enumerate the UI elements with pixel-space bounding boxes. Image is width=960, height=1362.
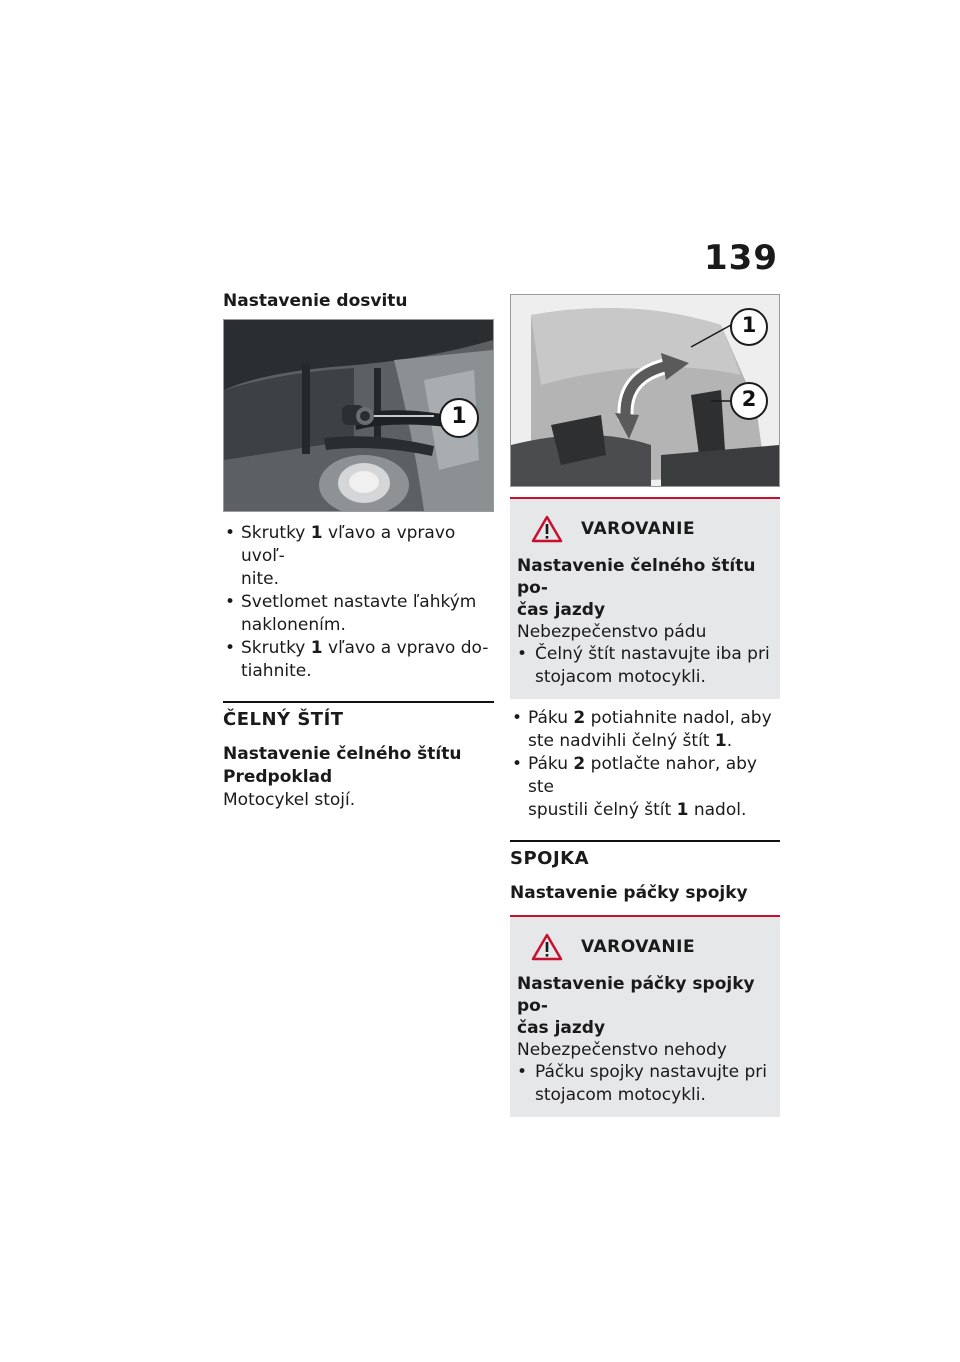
bullet-icon: • [225, 523, 236, 543]
bullet-icon: • [512, 754, 523, 774]
callout-1: 1 [741, 313, 757, 337]
list-item: • Skrutky 1 vľavo a vpravo do- tiahnite. [225, 638, 489, 681]
bullet-icon: • [225, 638, 236, 658]
warning-text: Nebezpečenstvo pádu [517, 622, 707, 642]
left-column [223, 290, 494, 812]
warning-bullets [517, 643, 770, 689]
warning-bullets [517, 1061, 770, 1107]
warning-triangle-icon [531, 933, 563, 961]
warning-box-clutch [510, 915, 780, 1117]
warning-triangle-icon [531, 515, 563, 543]
callout-2: 2 [741, 387, 757, 411]
clutch-lever-heading: Nastavenie páčky spojky [510, 883, 748, 903]
warning-title: Nastavenie čelného štítu po- čas jazdy [517, 556, 756, 620]
list-item: • Skrutky 1 vľavo a vpravo uvoľ- nite. [225, 523, 456, 589]
warning-header [517, 933, 770, 961]
warning-title: Nastavenie páčky spojky po- čas jazdy [517, 974, 755, 1038]
bullet-icon: • [517, 644, 528, 664]
list-item: • Svetlomet nastavte ľahkým naklonením. [225, 592, 477, 635]
warning-text: Nebezpečenstvo nehody [517, 1040, 727, 1060]
windshield-steps [510, 707, 780, 822]
section-divider [223, 701, 494, 703]
section-divider [510, 840, 780, 842]
bullet-icon: • [517, 1062, 528, 1082]
prerequisite-heading: Predpoklad [223, 767, 333, 787]
right-column [510, 290, 780, 1117]
bullet-icon: • [225, 592, 236, 612]
windshield-adjust-heading: Nastavenie čelného štítu [223, 744, 462, 764]
page-number: 139 [704, 238, 778, 278]
headlight-adjust-photo [223, 319, 494, 512]
list-item: • Páku 2 potlačte nahor, aby ste spustili čelný štít 1 nadol. [512, 754, 757, 820]
windshield-section-title: ČELNÝ ŠTÍT [223, 709, 344, 730]
list-item: • Čelný štít nastavujte iba pri stojacom motocykli. [517, 644, 770, 687]
prerequisite-text: Motocykel stojí. [223, 790, 356, 810]
warning-header [517, 515, 770, 543]
windshield-adjust-photo [510, 294, 780, 487]
clutch-section-title: SPOJKA [510, 848, 590, 869]
warning-label: VAROVANIE [581, 519, 696, 539]
bullet-icon: • [512, 708, 523, 728]
callout-1: 1 [451, 404, 467, 429]
list-item: • Páku 2 potiahnite nadol, aby ste nadvihli čelný štít 1. [512, 708, 772, 751]
headlight-range-heading: Nastavenie dosvitu [223, 291, 408, 311]
warning-label: VAROVANIE [581, 937, 696, 957]
warning-box-windshield [510, 497, 780, 699]
headlight-steps [223, 522, 494, 683]
list-item: • Páčku spojky nastavujte pri stojacom motocykli. [517, 1062, 767, 1105]
